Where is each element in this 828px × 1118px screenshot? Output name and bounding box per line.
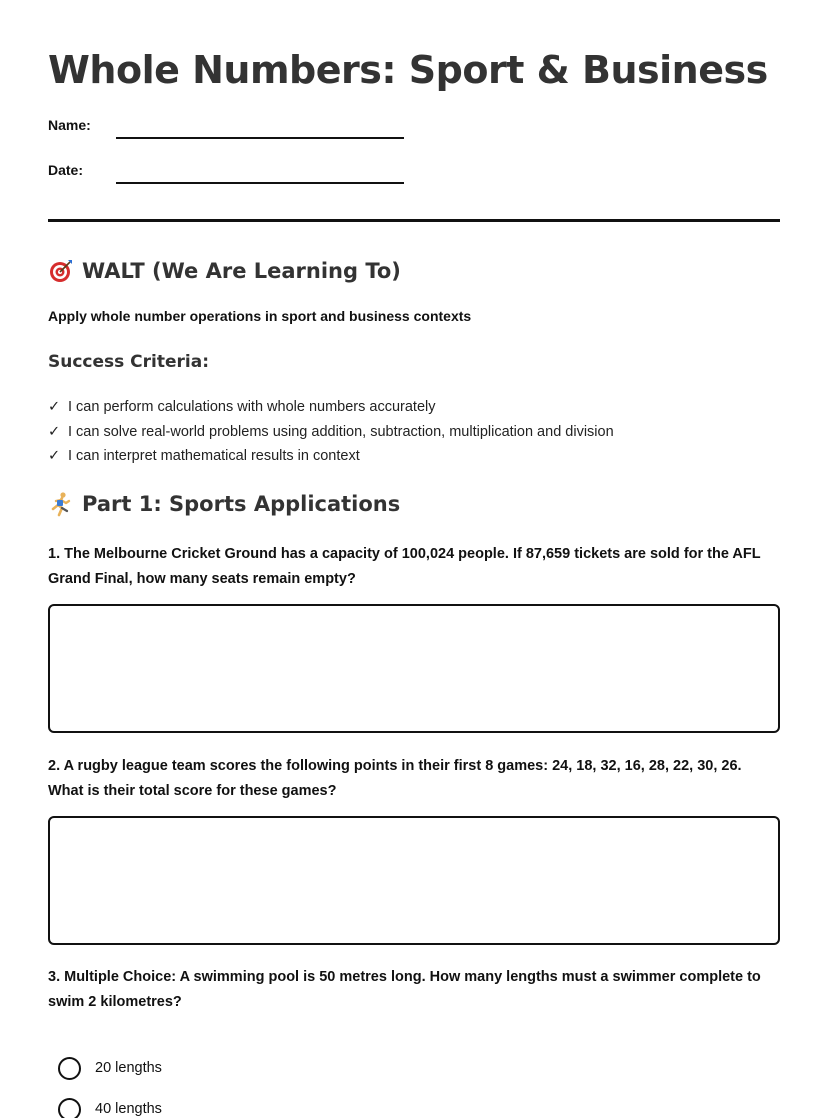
name-line[interactable] bbox=[116, 137, 404, 139]
radio-button[interactable] bbox=[58, 1057, 81, 1080]
runner-icon bbox=[48, 491, 74, 517]
part1-heading bbox=[48, 491, 400, 517]
walt-heading bbox=[48, 258, 401, 284]
criteria-text: I can interpret mathematical results in context bbox=[68, 448, 360, 465]
check-icon: ✓ bbox=[48, 423, 61, 440]
criteria-item bbox=[48, 420, 614, 445]
question-3-option-2[interactable] bbox=[58, 1096, 162, 1118]
option-label: 20 lengths bbox=[95, 1060, 162, 1076]
question-1-answer-box[interactable] bbox=[48, 604, 780, 733]
walt-objective: Apply whole number operations in sport and business contexts bbox=[48, 308, 472, 324]
target-icon bbox=[48, 258, 74, 284]
part1-heading-text: Part 1: Sports Applications bbox=[82, 492, 401, 516]
criteria-item bbox=[48, 395, 614, 420]
question-3-option-1[interactable] bbox=[58, 1055, 162, 1081]
check-icon: ✓ bbox=[48, 448, 61, 465]
success-criteria-list bbox=[48, 395, 614, 469]
date-label: Date: bbox=[48, 162, 84, 178]
page-title: Whole Numbers: Sport & Business bbox=[48, 48, 768, 92]
question-3-text: 3. Multiple Choice: A swimming pool is 50 metres long. How many lengths must a swimmer complete to swim 2 kilometres? bbox=[48, 969, 761, 1010]
header-divider bbox=[48, 219, 780, 222]
question-2-text: 2. A rugby league team scores the following points in their first 8 games: 24, 18, 32, 16, 28, 22, 30, 26. What is their total score for these games? bbox=[48, 758, 742, 799]
criteria-item bbox=[48, 444, 614, 469]
question-2-answer-box[interactable] bbox=[48, 816, 780, 945]
criteria-text: I can perform calculations with whole numbers accurately bbox=[68, 399, 436, 416]
criteria-text: I can solve real-world problems using addition, subtraction, multiplication and division bbox=[68, 423, 614, 440]
radio-button[interactable] bbox=[58, 1098, 81, 1118]
option-label: 40 lengths bbox=[95, 1101, 162, 1117]
question-1-text: 1. The Melbourne Cricket Ground has a capacity of 100,024 people. If 87,659 tickets are sold for the AFL Grand Final, how many seats remain empty? bbox=[48, 546, 761, 587]
success-criteria-heading: Success Criteria: bbox=[48, 352, 210, 372]
name-label: Name: bbox=[48, 117, 91, 133]
walt-heading-text: WALT (We Are Learning To) bbox=[82, 259, 401, 283]
date-line[interactable] bbox=[116, 182, 404, 184]
check-icon: ✓ bbox=[48, 399, 61, 416]
